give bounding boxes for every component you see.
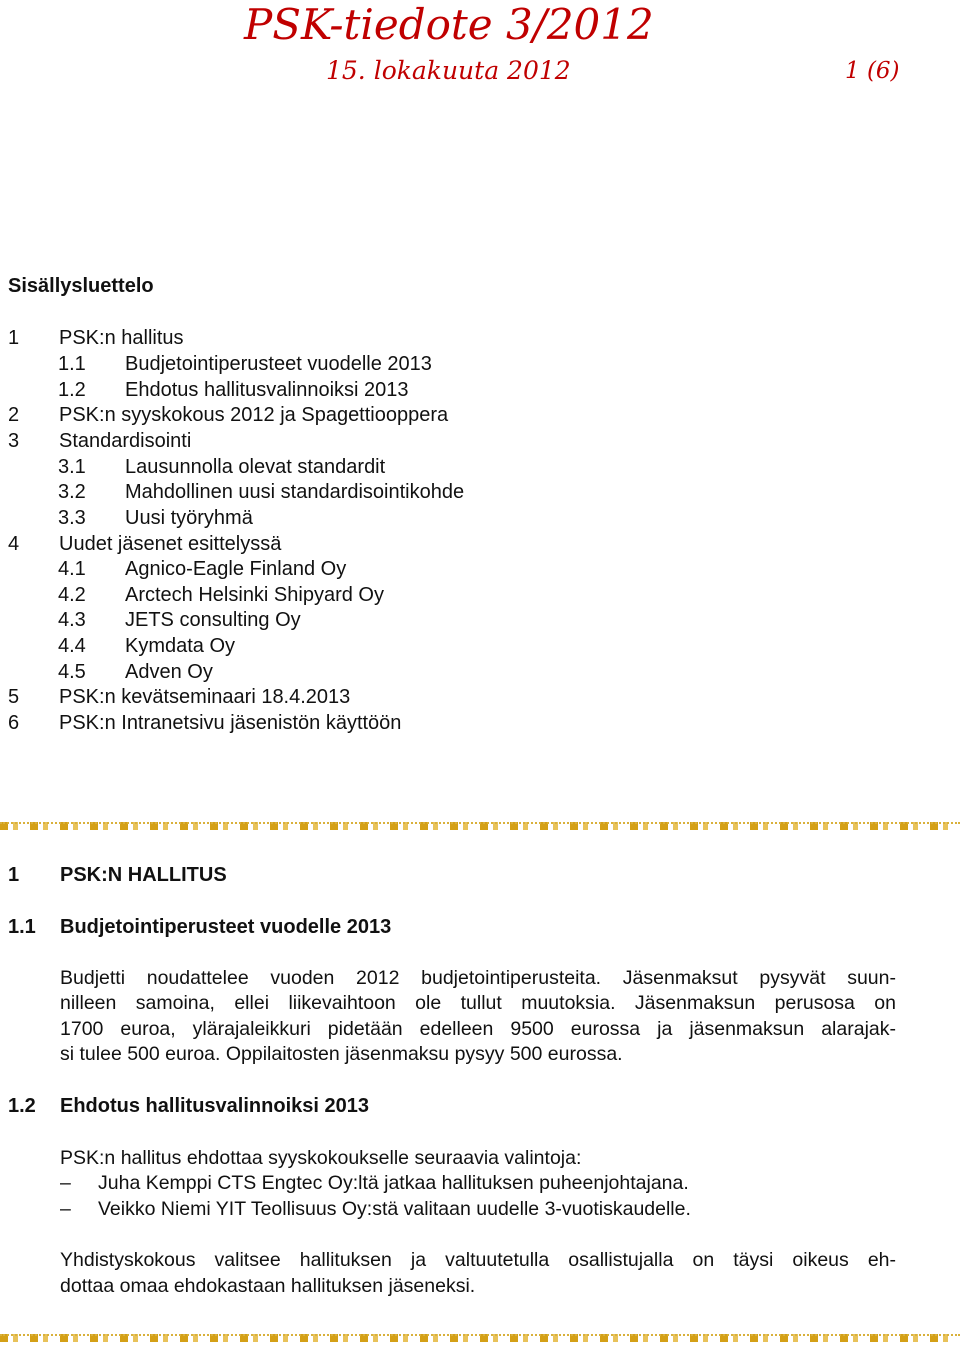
- toc-item-label: Agnico-Eagle Finland Oy: [125, 558, 347, 580]
- toc-item-label: Arctech Helsinki Shipyard Oy: [125, 584, 384, 606]
- toc-item-label: Adven Oy: [125, 661, 213, 683]
- toc-item-label: Mahdollinen uusi standardisointikohde: [125, 481, 465, 503]
- subsection-title: Ehdotus hallitusvalinnoiksi 2013: [60, 1095, 369, 1117]
- toc-item-number: 2: [8, 404, 20, 426]
- toc-item-number: 4.4: [58, 635, 86, 657]
- toc-item-number: 3.2: [58, 481, 86, 503]
- toc-item-number: 1.2: [58, 379, 86, 401]
- toc-item-number: 3.3: [58, 507, 86, 529]
- toc-item-label: Kymdata Oy: [125, 635, 236, 657]
- toc-item-number: 4.2: [58, 584, 86, 606]
- paragraph-line: Yhdistyskokous valitsee hallituksen ja valtuutetulla osallistujalla on täysi oikeus eh-: [60, 1249, 896, 1271]
- decorative-divider: [0, 822, 960, 830]
- paragraph-line: PSK:n hallitus ehdottaa syyskokoukselle seuraavia valintoja:: [60, 1147, 582, 1169]
- newsletter-title: PSK-tiedote 3/2012: [244, 0, 654, 49]
- toc-item-number: 4.5: [58, 661, 86, 683]
- toc-item-number: 4: [8, 533, 20, 555]
- toc-item-label: PSK:n Intranetsivu jäsenistön käyttöön: [59, 712, 402, 734]
- list-item-text: Juha Kemppi CTS Engtec Oy:ltä jatkaa hallituksen puheenjohtajana.: [98, 1172, 689, 1194]
- section-title: PSK:N HALLITUS: [60, 864, 227, 886]
- paragraph-line: si tulee 500 euroa. Oppilaitosten jäsenmaksu pysyy 500 eurossa.: [60, 1043, 623, 1065]
- toc-item-number: 4.1: [58, 558, 86, 580]
- subsection-number: 1.2: [8, 1095, 36, 1117]
- toc-item-number: 1: [8, 327, 20, 349]
- toc-item-number: 4.3: [58, 609, 86, 631]
- toc-item-label: Budjetointiperusteet vuodelle 2013: [125, 353, 432, 375]
- bullet-dash: –: [60, 1198, 71, 1220]
- paragraph-line: 1700 euroa, ylärajaleikkuri pidetään edelleen 9500 eurossa ja jäsenmaksun alarajak-: [60, 1018, 896, 1040]
- paragraph-line: nilleen samoina, ellei liikevaihtoon ole tullut muutoksia. Jäsenmaksun perusosa on: [60, 992, 896, 1014]
- page-number: 1 (6): [845, 58, 900, 84]
- toc-item-label: JETS consulting Oy: [125, 609, 301, 631]
- section-number: 1: [8, 864, 20, 886]
- subsection-title: Budjetointiperusteet vuodelle 2013: [60, 916, 392, 938]
- bullet-dash: –: [60, 1172, 71, 1194]
- toc-heading: Sisällysluettelo: [8, 275, 154, 297]
- paragraph-line: Budjetti noudattelee vuoden 2012 budjetointiperusteita. Jäsenmaksut pysyvät suun-: [60, 967, 896, 989]
- toc-item-label: Standardisointi: [59, 430, 192, 452]
- toc-item-number: 3: [8, 430, 20, 452]
- toc-item-label: PSK:n kevätseminaari 18.4.2013: [59, 686, 351, 708]
- toc-item-number: 3.1: [58, 456, 86, 478]
- newsletter-date: 15. lokakuuta 2012: [326, 56, 571, 85]
- toc-item-label: Lausunnolla olevat standardit: [125, 456, 386, 478]
- paragraph-line: dottaa omaa ehdokastaan hallituksen jäseneksi.: [60, 1275, 476, 1297]
- toc-item-label: PSK:n hallitus: [59, 327, 184, 349]
- toc-item-label: Uusi työryhmä: [125, 507, 253, 529]
- toc-item-number: 6: [8, 712, 20, 734]
- toc-item-label: Uudet jäsenet esittelyssä: [59, 533, 282, 555]
- decorative-divider: [0, 1334, 960, 1342]
- toc-item-number: 5: [8, 686, 20, 708]
- toc-item-label: Ehdotus hallitusvalinnoiksi 2013: [125, 379, 409, 401]
- toc-item-label: PSK:n syyskokous 2012 ja Spagettiooppera: [59, 404, 449, 426]
- toc-item-number: 1.1: [58, 353, 86, 375]
- subsection-number: 1.1: [8, 916, 36, 938]
- list-item-text: Veikko Niemi YIT Teollisuus Oy:stä valitaan uudelle 3-vuotiskaudelle.: [98, 1198, 691, 1220]
